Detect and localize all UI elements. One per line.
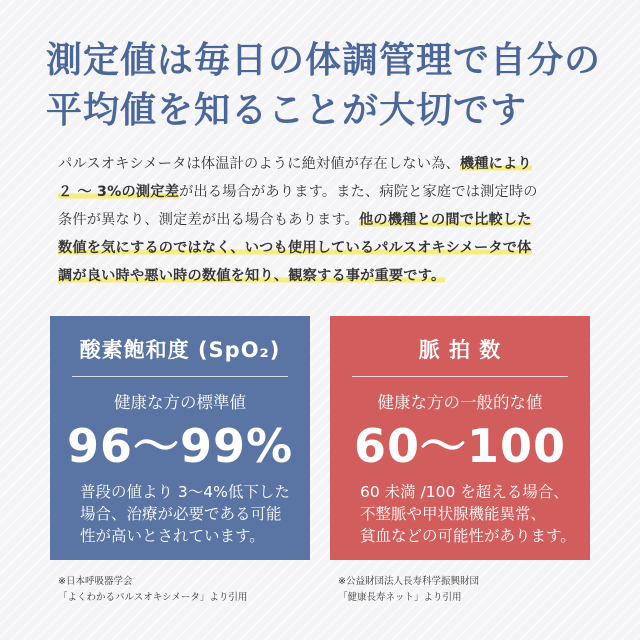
spo2-desc-line-3: 性が高いとされています。 bbox=[80, 527, 265, 545]
title-line-1: 測定値は毎日の体調管理で自分の bbox=[46, 40, 602, 81]
spo2-desc-line-2: 場合、治療が必要である可能 bbox=[80, 505, 282, 523]
highlight-compare-3: 調が良い時や悪い時の数値を知り、観察する事が重要です。 bbox=[58, 268, 446, 284]
intro-text-1: パルスオキシメータは体温計のように絶対値が存在しない為、 bbox=[58, 156, 460, 172]
source-note-pulse bbox=[338, 574, 479, 606]
pulse-desc-line-2: 不整脈や甲状腺機能異常、 bbox=[360, 505, 547, 523]
pulse-card bbox=[330, 316, 590, 560]
source-note-spo2-line-1: ※日本呼吸器学会 bbox=[58, 576, 133, 587]
spo2-range: 96～99% bbox=[66, 419, 294, 473]
title-line-2: 平均値を知ることが大切です bbox=[46, 90, 528, 131]
spo2-subtitle: 健康な方の標準値 bbox=[114, 393, 246, 412]
spo2-desc-line-1: 普段の値より 3～4%低下した bbox=[80, 483, 290, 501]
source-note-spo2 bbox=[58, 574, 247, 606]
spo2-heading: 酸素飽和度 (SpO₂) bbox=[79, 338, 281, 362]
source-note-pulse-line-2: 「健康長寿ネット」より引用 bbox=[338, 592, 462, 603]
pulse-divider bbox=[352, 376, 568, 377]
highlight-compare-1: 他の機種との間で比較した bbox=[359, 212, 532, 228]
spo2-description bbox=[50, 481, 310, 547]
page-title bbox=[46, 36, 606, 136]
pulse-subtitle: 健康な方の一般的な値 bbox=[377, 393, 543, 412]
pulse-description bbox=[330, 481, 590, 547]
intro-text-3: 条件が異なり、測定差が出る場合もあります。 bbox=[58, 212, 360, 228]
pulse-heading: 脈 拍 数 bbox=[418, 338, 502, 362]
intro-paragraph bbox=[58, 150, 598, 290]
pulse-range: 60～100 bbox=[353, 419, 567, 473]
highlight-compare-2: 数値を気にするのではなく、いつも使用しているパルスオキシメータで体 bbox=[58, 240, 532, 256]
spo2-divider bbox=[72, 376, 288, 377]
source-note-pulse-line-1: ※公益財団法人長寿科学振興財団 bbox=[338, 576, 479, 587]
spo2-card bbox=[50, 316, 310, 560]
source-note-spo2-line-2: 「よくわかるパルスオキシメータ」より引用 bbox=[58, 592, 248, 603]
pulse-desc-line-3: 貧血などの可能性があります。 bbox=[360, 527, 576, 545]
highlight-model-difference: 機種により bbox=[459, 156, 532, 172]
pulse-desc-line-1: 60 未満 /100 を超える場合、 bbox=[360, 483, 569, 501]
intro-text-2: が出る場合があります。また、病院と家庭では測定時の bbox=[179, 184, 538, 200]
highlight-measurement-gap: ２ ～ 3%の測定差 bbox=[58, 184, 180, 200]
